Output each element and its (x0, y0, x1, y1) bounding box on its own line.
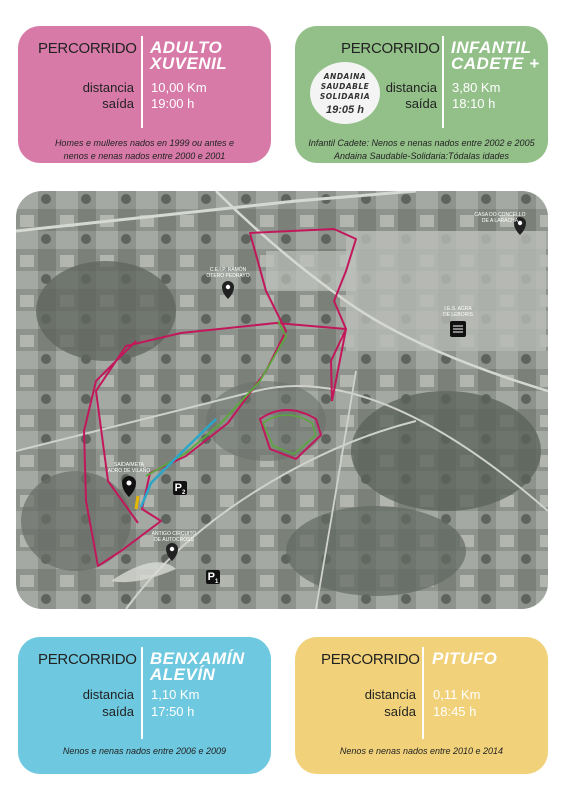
label-ceip: C.E.I.P. RAMÓN (209, 267, 247, 273)
note-line2: Andaina Saudable-Solidaria:Tódalas idades (333, 151, 510, 161)
distance-key: distancia (82, 687, 134, 702)
start-key: saída (384, 704, 416, 719)
andaina-badge (310, 62, 380, 124)
label-saida-2: ADRO DE VILAÑO (107, 468, 151, 474)
card-divider (422, 647, 424, 739)
label-ies-2: DE LEBORIS (442, 312, 474, 318)
note-line2: nenos e nenas nados entre 2000 e 2001 (63, 151, 226, 161)
route-title-line2: ALEVÍN (150, 665, 216, 684)
note-line1: Nenos e nenas nados entre 2006 e 2009 (62, 746, 227, 756)
distance-key: distancia (364, 687, 416, 702)
eligibility-note (18, 745, 271, 758)
distance-key: distancia (82, 80, 134, 95)
route-title-line1: INFANTIL (451, 38, 532, 57)
eligibility-note (18, 137, 271, 163)
start-key: saída (405, 96, 437, 111)
route-pitufo (136, 496, 138, 509)
badge-line1: ANDAINA (323, 72, 367, 81)
card-benxamin-alevin (18, 637, 271, 774)
school-icon (450, 321, 466, 337)
start-value: 17:50 h (151, 704, 195, 719)
route-title-line2: CADETE + (451, 54, 540, 73)
card-pitufo (295, 637, 548, 774)
route-label: PERCORRIDO (321, 651, 420, 668)
note-line1: Infantil Cadete: Nenos e nenas nados entre 2002 e 2005 (308, 138, 535, 148)
label-autocross: ANTIGO CIRCUITO (151, 531, 197, 537)
start-key: saída (102, 96, 134, 111)
label-ies: I.E.S. AGRA (444, 306, 472, 312)
label-saida: SAÍDA/META (114, 462, 144, 468)
label-ceip-2: OTERO PEDRAYO (206, 273, 250, 279)
start-value: 18:45 h (433, 704, 477, 719)
route-map (16, 191, 548, 609)
start-key: saída (102, 704, 134, 719)
card-divider (141, 36, 143, 128)
distance-key: distancia (385, 80, 437, 95)
route-title (451, 40, 540, 72)
route-title-line1: BENXAMÍN (150, 649, 245, 668)
label-autocross-2: DE AUTOCROSS (154, 537, 194, 543)
parking-icon: $P_1$ (207, 571, 219, 586)
eligibility-note (295, 137, 548, 163)
distance-value: 3,80 Km (452, 80, 501, 95)
route-title-line2: XUVENIL (150, 54, 228, 73)
label-casa-concello-2: DE A LARACHA (481, 218, 519, 224)
card-adulto-xuvenil (18, 26, 271, 163)
aerial-map (16, 191, 548, 609)
distance-value: 0,11 Km (433, 687, 481, 702)
start-value: 18:10 h (452, 96, 496, 111)
label-casa-concello: CASA DO CONCELLO (474, 212, 526, 218)
distance-value: 1,10 Km (151, 687, 200, 702)
card-divider (442, 36, 444, 128)
badge-time: 19:05 h (326, 104, 364, 116)
route-title (150, 651, 245, 683)
route-title (150, 40, 227, 72)
route-label: PERCORRIDO (38, 651, 137, 668)
note-line1: Nenos e nenas nados entre 2010 e 2014 (339, 746, 504, 756)
route-title-line1: PITUFO (432, 649, 498, 668)
parking-icon: $P_2$ (174, 482, 186, 497)
route-title (432, 651, 497, 667)
route-title-line1: ADULTO (150, 38, 223, 57)
card-divider (141, 647, 143, 739)
start-value: 19:00 h (151, 96, 195, 111)
badge-line2: SAUDABLE (320, 82, 370, 91)
badge-line3: SOLIDARIA (319, 92, 371, 101)
note-line1: Homes e mulleres nados en 1999 ou antes e (54, 138, 235, 148)
route-label: PERCORRIDO (38, 40, 137, 57)
route-label: PERCORRIDO (341, 40, 440, 57)
eligibility-note (295, 745, 548, 758)
distance-value: 10,00 Km (151, 80, 207, 95)
